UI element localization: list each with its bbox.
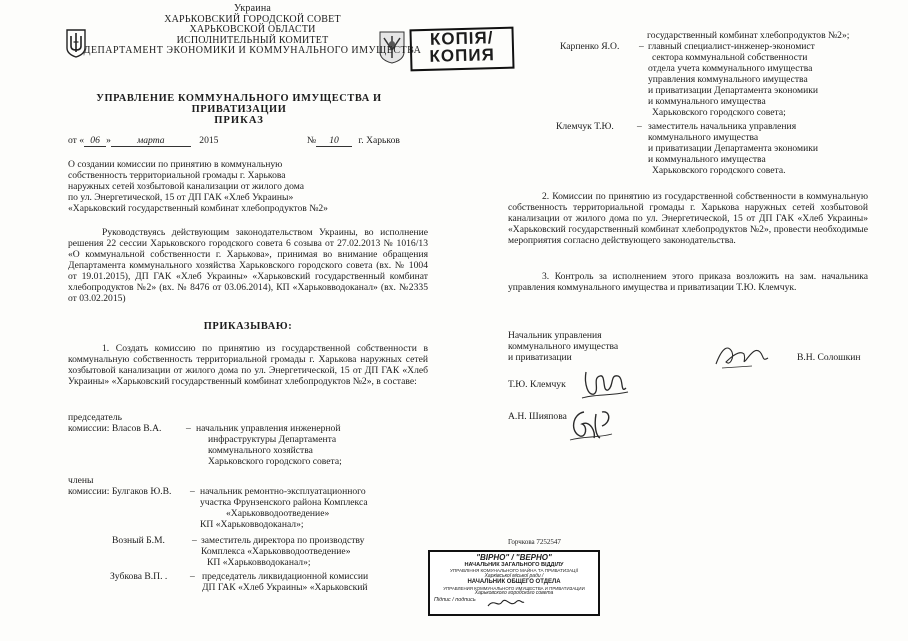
order-month: марта xyxy=(111,135,191,147)
chair-dash: – xyxy=(186,423,191,434)
order-day: 06 xyxy=(84,135,106,147)
member-role-line: начальник ремонтно-эксплуатационного xyxy=(200,486,366,497)
document-header xyxy=(60,4,445,57)
members-label: члены xyxy=(68,475,94,486)
header-department: ДЕПАРТАМЕНТ ЭКОНОМИКИ И КОММУНАЛЬНОГО ИМУЩЕСТВА xyxy=(83,45,422,56)
chair-name: комиссии: Власов В.А. xyxy=(68,423,162,434)
member-vozny-name: Возный Б.М. xyxy=(112,535,165,546)
member-role-line: управления коммунального имущества xyxy=(648,74,808,85)
member-role-line: заместитель начальника управления xyxy=(648,121,797,132)
member-role-line: отдела учета коммунального имущества xyxy=(648,63,813,74)
verified-stamp-line: УПРАВЛІННЯ КОМУНАЛЬНОГО МАЙНА ТА ПРИВАТИЗАЦІЇ xyxy=(449,568,579,574)
member-role-line: и приватизации Департамента экономики xyxy=(648,143,819,154)
signatory-title-line: коммунального имущества xyxy=(508,341,619,352)
verified-stamp xyxy=(428,550,600,616)
member-dash: – xyxy=(192,535,197,546)
member-role-line: председатель ликвидационной комиссии xyxy=(202,571,369,582)
order-month-sep: » xyxy=(106,135,111,146)
subject-line: «Харьковский государственный комбинат хлебопродуктов №2» xyxy=(68,203,328,214)
order-word: ПРИКАЗЫВАЮ: xyxy=(203,321,293,332)
chair-label: председатель xyxy=(68,412,122,423)
member-role-line: «Харьковводоотведение» xyxy=(226,508,330,519)
directorate-title: УПРАВЛЕНИЕ КОММУНАЛЬНОГО ИМУЩЕСТВА И ПРИВАТИЗАЦИИ xyxy=(96,93,382,115)
member-dash: – xyxy=(190,486,195,497)
member-zubkova-role xyxy=(202,571,368,593)
member-klemchuk-role xyxy=(648,121,818,176)
chair-role xyxy=(196,423,342,467)
approver-klemchuk: Т.Ю. Клемчук xyxy=(508,379,566,390)
order-year: 2015 xyxy=(199,135,219,146)
member-role-line: Харьковского городского совета; xyxy=(652,107,786,118)
member-role-line: заместитель директора по производству xyxy=(201,535,365,546)
chair-role-line: начальник управления инженерной xyxy=(196,423,341,434)
director-signature xyxy=(712,338,772,374)
signatory-title-line: и приватизации xyxy=(508,352,572,363)
member-zubkova-name: Зубкова В.П. . xyxy=(110,571,168,582)
signatory-title xyxy=(508,330,618,363)
item-2-paragraph: 2. Комиссии по принятию из государственной собственности в коммунальную собственность территориальной громады г. Харькова наружных сетей хозбытовой канализации от жилого дома по ул. Энергетической, 15 от ДП ГАК «Хлеб Украины» «Харьковский государственный комбинат хлебопродуктов №2», провести необходимые мероприятия согласно действующего законодательства. xyxy=(508,191,868,246)
approver-shiyapova-signature xyxy=(566,402,614,444)
verified-stamp-line: НАЧАЛЬНИК ОБЩЕГО ОТДЕЛА xyxy=(467,579,561,586)
member-vozny-role xyxy=(201,535,364,568)
member-dash: – xyxy=(637,121,642,132)
member-role-line: и коммунального имущества xyxy=(648,154,766,165)
copy-stamp-line-2: КОПИЯ xyxy=(429,45,496,66)
chair-role-line: инфраструктуры Департамента xyxy=(208,434,337,445)
order-number: 10 xyxy=(316,135,352,147)
member-role-line: участка Фрунзенского района Комплекса xyxy=(200,497,368,508)
member-klemchuk-name: Клемчук Т.Ю. xyxy=(556,121,614,132)
member-bulgakov-role xyxy=(200,486,368,530)
verified-stamp-line: Харківської міської ради / xyxy=(484,572,544,579)
member-zubkova-role-continued: государственный комбинат хлебопродуктов №2»; xyxy=(647,30,850,41)
document-type: ПРИКАЗ xyxy=(214,115,264,126)
member-role-line: коммунального имущества xyxy=(648,132,759,143)
member-role-line: ДП ГАК «Хлеб Украины» «Харьковский xyxy=(202,582,368,593)
signatory-title-line: Начальник управления xyxy=(508,330,602,341)
member-role-line: сектора коммунальной собственности xyxy=(652,52,808,63)
approver-shiyapova: А.Н. Шияпова xyxy=(508,411,567,422)
member-role-line: и коммунального имущества xyxy=(648,96,766,107)
verified-stamp-signature xyxy=(486,596,526,610)
chair-role-line: коммунального хозяйства xyxy=(208,445,313,456)
member-bulgakov-name: комиссии: Булгаков Ю.В. xyxy=(68,486,172,497)
member-role-line: главный специалист-инженер-экономист xyxy=(648,41,815,52)
subject-line: собственность территориальной громады г. Харькова xyxy=(68,170,286,181)
order-from-label: от « xyxy=(68,135,85,146)
signatory-name: В.Н. Солошкин xyxy=(797,352,861,363)
member-role-line: КП «Харьковводоканал»; xyxy=(207,557,311,568)
item-1-paragraph: 1. Создать комиссию по принятию из государственной собственности в коммунальную собственность территориальной громады г. Харькова наружных сетей хозбытовой канализации от жилого дома по ул. Энергетической, 15 от ДП ГАК «Хлеб Украины» «Харьковский государственный комбинат хлебопродуктов №2», в составе: xyxy=(68,343,428,387)
subject-line: О создании комиссии по принятию в коммунальную xyxy=(68,159,283,170)
copy-stamp-line-1: КОПIЯ/ xyxy=(429,28,494,49)
order-number-label: № xyxy=(306,135,317,146)
approver-klemchuk-signature xyxy=(580,364,630,404)
member-role-line: КП «Харьковводоканал»; xyxy=(200,519,304,530)
member-role-line: и приватизации Департамента экономики xyxy=(648,85,819,96)
verified-stamp-line: НАЧАЛЬНИК ЗАГАЛЬНОГО ВІДДІЛУ xyxy=(464,562,564,568)
verified-stamp-line: Харьковского городского совета xyxy=(474,590,554,597)
header-region: ХАРЬКОВСКОЙ ОБЛАСТИ xyxy=(189,24,316,35)
header-council: ХАРЬКОВСКИЙ ГОРОДСКОЙ СОВЕТ xyxy=(164,13,341,25)
order-subject xyxy=(68,159,328,214)
order-line xyxy=(68,135,428,147)
verified-stamp-sign-label: Підпис / подпись xyxy=(434,596,476,603)
header-country: Украина xyxy=(233,3,272,14)
member-karpenko-role xyxy=(648,41,818,118)
subject-line: наружных сетей хозбытовой канализации от жилого дома xyxy=(68,181,305,192)
verified-stamp-title: "ВІРНО" / "ВЕРНО" xyxy=(476,553,552,562)
member-dash: – xyxy=(639,41,644,52)
verified-stamp-line: УПРАВЛЕНИЯ КОММУНАЛЬНОГО ИМУЩЕСТВА И ПРИВАТИЗАЦИИ xyxy=(443,586,585,591)
header-committee: ИСПОЛНИТЕЛЬНЫЙ КОМИТЕТ xyxy=(176,34,329,46)
member-dash: – xyxy=(190,571,195,582)
print-info: Горчкова 7252547 xyxy=(508,538,561,546)
member-role-line: Комплекса «Харьковводоотведение» xyxy=(201,546,351,557)
item-3-paragraph: 3. Контроль за исполнением этого приказа возложить на зам. начальника управления коммунального имущества и приватизации Т.Ю. Клемчук. xyxy=(508,271,868,293)
chair-role-line: Харьковского городского совета; xyxy=(208,456,342,467)
member-karpenko-name: Карпенко Я.О. xyxy=(560,41,620,52)
member-role-line: Харьковского городского совета. xyxy=(652,165,786,176)
order-city: г. Харьков xyxy=(358,135,400,146)
preamble-paragraph: Руководствуясь действующим законодательством Украины, во исполнение решения 22 сессии Харьковского городского совета 6 созыва от 27.02.2013 № 1016/13 «О коммунальной собственности г. Харькова», принимая во внимание обращения Департамента коммунального хозяйства Харьковского городского совета (вх. № 1004 от 19.01.2015), ДП ГАК «Хлеб Украины» «Харьковский государственный комбинат хлебопродуктов №2» (вх. № 8476 от 03.06.2014), КП «Харьковводоканал» (вх. №2335 от 03.02.2015) xyxy=(68,227,428,304)
subject-line: по ул. Энергетической, 15 от ДП ГАК «Хлеб Украины» xyxy=(68,192,294,203)
